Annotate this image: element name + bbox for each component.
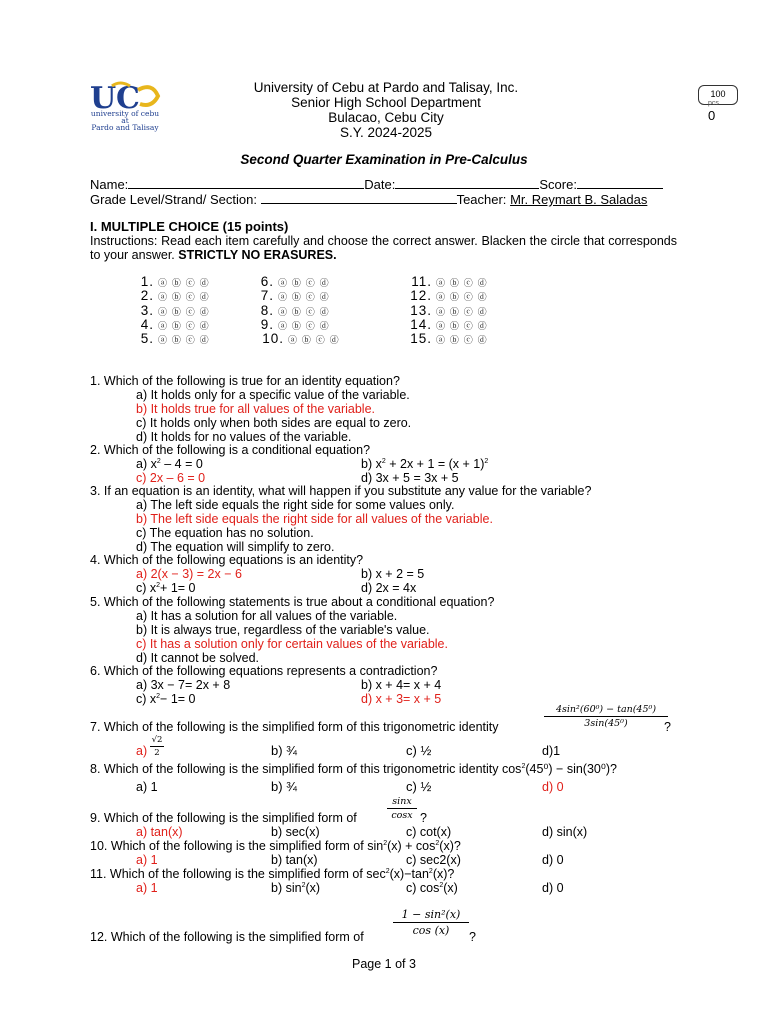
q1-option-b: b) It holds true for all values of the variable. — [136, 402, 376, 416]
question-12: 12. Which of the following is the simplified form of — [90, 930, 364, 944]
q8-option-d: d) 0 — [542, 780, 564, 794]
count-badge-zero: 0 — [708, 108, 716, 123]
q7-option-a: a) — [136, 744, 148, 758]
section-heading: I. MULTIPLE CHOICE (15 points) — [90, 219, 289, 234]
teacher-label: Teacher: — [456, 192, 507, 207]
school-year: S.Y. 2024-2025 — [339, 125, 433, 140]
answer-number: 13. — [410, 303, 432, 318]
q10-option-c: c) sec2(x) — [406, 853, 461, 867]
answer-row — [134, 317, 210, 332]
page-footer: Page 1 of 3 — [352, 957, 416, 971]
q7-fraction — [544, 704, 668, 729]
grade-label: Grade Level/Strand/ Section: — [90, 192, 257, 207]
q7-numerator: 4sin²(60⁰) − tan(45⁰) — [555, 704, 657, 715]
question-4: 4. Which of the following equations is an identity? — [90, 553, 364, 567]
answer-row — [134, 288, 210, 303]
answer-row — [134, 331, 210, 346]
answer-bubbles[interactable]: ⓐ ⓑ ⓒ ⓓ — [158, 336, 210, 346]
q9-denominator: cosx — [391, 810, 413, 821]
question-3: 3. If an equation is an identity, what will happen if you substitute any value for the variable? — [90, 484, 592, 498]
q11-option-b: b) $\sin^2(x)$ — [271, 881, 321, 895]
answer-number: 6. — [260, 274, 274, 289]
answer-bubbles[interactable]: ⓐ ⓑ ⓒ ⓓ — [436, 293, 488, 303]
q10-option-b: b) tan(x) — [271, 853, 318, 867]
answer-bubbles[interactable]: ⓐ ⓑ ⓒ ⓓ — [436, 279, 488, 289]
q2-option-b: b) $x^2 + 2x + 1 = (x + 1)^2$ — [361, 457, 489, 471]
answer-number: 12. — [410, 288, 432, 303]
q10-option-d: d) 0 — [542, 853, 564, 867]
name-blank[interactable] — [128, 177, 364, 189]
q6-option-a: a) 3x − 7= 2x + 8 — [136, 678, 231, 692]
date-blank[interactable] — [395, 177, 539, 189]
q3-option-c: c) The equation has no solution. — [136, 526, 314, 540]
q3-option-d: d) The equation will simplify to zero. — [136, 540, 335, 554]
question-6: 6. Which of the following equations represents a contradiction? — [90, 664, 438, 678]
q9-numerator: sinx — [392, 796, 412, 807]
answer-bubbles[interactable]: ⓐ ⓑ ⓒ ⓓ — [288, 336, 340, 346]
answer-row — [134, 303, 210, 318]
svg-text:U: U — [90, 81, 117, 116]
answer-bubbles[interactable]: ⓐ ⓑ ⓒ ⓓ — [158, 322, 210, 332]
answer-number: 14. — [410, 317, 432, 332]
q2-option-c: c) 2x – 6 = 0 — [136, 471, 206, 485]
q8-option-a: a) 1 — [136, 780, 158, 794]
logo-caption-line1: university of cebu — [90, 109, 160, 118]
answer-bubbles[interactable]: ⓐ ⓑ ⓒ ⓓ — [158, 308, 210, 318]
answer-row — [254, 317, 330, 332]
name-line — [90, 177, 663, 192]
q7-option-b: b) ¾ — [271, 743, 298, 758]
q4-option-c: c) $x^2+ 1= 0$ — [136, 581, 196, 595]
answer-number: 2. — [140, 288, 154, 303]
svg-text:C: C — [116, 81, 140, 116]
q12-end: ? — [469, 930, 476, 944]
name-label: Name: — [90, 177, 129, 192]
answer-number: 10. — [262, 331, 284, 346]
answer-bubbles[interactable]: ⓐ ⓑ ⓒ ⓓ — [278, 293, 330, 303]
q7-option-d: d)1 — [542, 744, 561, 758]
logo-caption-line3: Pardo and Talisay — [91, 123, 159, 132]
date-label: Date: — [364, 177, 396, 192]
answer-row — [406, 288, 488, 303]
q2-option-d: d) 3x + 5 = 3x + 5 — [361, 471, 459, 485]
answer-number: 7. — [260, 288, 274, 303]
question-10: 10. Which of the following is the simplified form of $\sin^2(x) + \cos^2(x)$? — [90, 839, 461, 853]
answer-row — [254, 288, 330, 303]
answer-bubbles[interactable]: ⓐ ⓑ ⓒ ⓓ — [436, 322, 488, 332]
q4-option-a: a) 2(x − 3) = 2x − 6 — [136, 567, 242, 581]
q5-option-c: c) It has a solution only for certain values of the variable. — [136, 637, 448, 651]
q6-option-d: d) x + 3= x + 5 — [361, 692, 442, 706]
q8-option-c: c) ½ — [406, 779, 432, 794]
q8-option-b: b) ¾ — [271, 779, 298, 794]
q5-option-b: b) It is always true, regardless of the variable's value. — [136, 623, 430, 637]
answer-bubbles[interactable]: ⓐ ⓑ ⓒ ⓓ — [158, 293, 210, 303]
answer-row — [134, 274, 210, 289]
q3-option-b: b) The left side equals the right side for all values of the variable. — [136, 512, 493, 526]
q4-option-d: d) 2x = 4x — [361, 581, 417, 595]
q9-option-b: b) sec(x) — [271, 825, 320, 839]
teacher-name: Mr. Reymart B. Saladas — [510, 192, 648, 207]
q12-fraction — [393, 908, 469, 937]
answer-row — [406, 303, 488, 318]
department: Senior High School Department — [291, 95, 481, 110]
q11-option-c: c) $\cos^2(x)$ — [406, 881, 458, 895]
q9-option-a: a) tan(x) — [136, 825, 183, 839]
question-9: 9. Which of the following is the simplified form of — [90, 811, 357, 825]
q7-denominator: 3sin(45⁰) — [584, 718, 628, 729]
logo-caption-line2: at — [121, 116, 129, 125]
score-blank[interactable] — [577, 177, 663, 189]
q7-end: ? — [664, 720, 671, 734]
answer-row — [254, 274, 330, 289]
question-11: 11. Which of the following is the simplified form of $\sec^2(x)-\tan^2(x)$? — [90, 867, 455, 881]
answer-row — [406, 274, 488, 289]
q9-option-d: d) sin(x) — [542, 825, 588, 839]
q1-option-c: c) It holds only when both sides are equal to zero. — [136, 416, 412, 430]
exam-title: Second Quarter Examination in Pre-Calculus — [240, 152, 528, 167]
q4-option-b: b) x + 2 = 5 — [361, 567, 425, 581]
instructions — [90, 234, 677, 262]
answer-bubbles[interactable]: ⓐ ⓑ ⓒ ⓓ — [278, 279, 330, 289]
answer-number: 5. — [140, 331, 154, 346]
answer-number: 15. — [410, 331, 432, 346]
count-badge: 100 — [698, 85, 738, 105]
q1-option-a: a) It holds only for a specific value of the variable. — [136, 388, 410, 402]
grade-line — [90, 192, 647, 207]
answer-number: 1. — [140, 274, 154, 289]
q11-option-d: d) 0 — [542, 881, 564, 895]
answer-bubbles[interactable]: ⓐ ⓑ ⓒ ⓓ — [436, 336, 488, 346]
q7a-numerator: √2 — [151, 735, 163, 745]
answer-bubbles[interactable]: ⓐ ⓑ ⓒ ⓓ — [436, 308, 488, 318]
score-label: Score: — [539, 177, 577, 192]
answer-number: 9. — [260, 317, 274, 332]
instructions-text: Instructions: Read each item carefully and choose the correct answer. Blacken the circle that corresponds to your answer. — [90, 234, 677, 262]
question-5: 5. Which of the following statements is true about a conditional equation? — [90, 595, 495, 609]
answer-row — [406, 331, 488, 346]
q9-fraction — [387, 796, 417, 821]
answer-bubbles[interactable]: ⓐ ⓑ ⓒ ⓓ — [278, 322, 330, 332]
question-8: 8. Which of the following is the simplified form of this trigonometric identity $\cos^2(45^0) - \sin(30^0)$? — [90, 762, 618, 776]
question-2: 2. Which of the following is a conditional equation? — [90, 443, 371, 457]
logo-caption — [80, 110, 170, 131]
school-header — [200, 80, 572, 140]
q6-option-c: c) $x^2- 1= 0$ — [136, 692, 196, 706]
q9-end: ? — [420, 811, 427, 825]
answer-number: 11. — [411, 274, 432, 289]
q12-numerator: 1 − sin²(x) — [401, 908, 461, 921]
q3-option-a: a) The left side equals the right side for some values only. — [136, 498, 455, 512]
answer-bubbles[interactable]: ⓐ ⓑ ⓒ ⓓ — [158, 279, 210, 289]
answer-number: 3. — [140, 303, 154, 318]
count-badge-unit: pcs — [708, 100, 719, 107]
answer-row — [406, 317, 488, 332]
school-name: University of Cebu at Pardo and Talisay, Inc. — [253, 80, 519, 95]
q5-option-d: d) It cannot be solved. — [136, 651, 259, 665]
answer-number: 8. — [260, 303, 274, 318]
q2-option-a: a) $x^2 - 4 = 0$ — [136, 457, 203, 471]
instructions-emphasis: STRICTLY NO ERASURES. — [178, 248, 337, 262]
answer-bubbles[interactable]: ⓐ ⓑ ⓒ ⓓ — [278, 308, 330, 318]
address: Bulacao, Cebu City — [328, 110, 444, 125]
q1-option-d: d) It holds for no values of the variable. — [136, 430, 352, 444]
q11-option-a: a) 1 — [136, 881, 158, 895]
question-7: 7. Which of the following is the simplified form of this trigonometric identity — [90, 720, 499, 734]
answer-row — [254, 303, 330, 318]
q12-denominator: cos (x) — [412, 924, 450, 937]
q5-option-a: a) It has a solution for all values of the variable. — [136, 609, 398, 623]
q9-option-c: c) cot(x) — [406, 825, 452, 839]
answer-row — [254, 331, 340, 346]
question-1: 1. Which of the following is true for an identity equation? — [90, 374, 400, 388]
q7a-denominator: 2 — [154, 748, 160, 758]
grade-blank[interactable] — [261, 192, 457, 204]
q7a-fraction — [150, 735, 164, 758]
q10-option-a: a) 1 — [136, 853, 158, 867]
q7-option-c: c) ½ — [406, 743, 432, 758]
answer-number: 4. — [140, 317, 154, 332]
q6-option-b: b) x + 4= x + 4 — [361, 678, 442, 692]
